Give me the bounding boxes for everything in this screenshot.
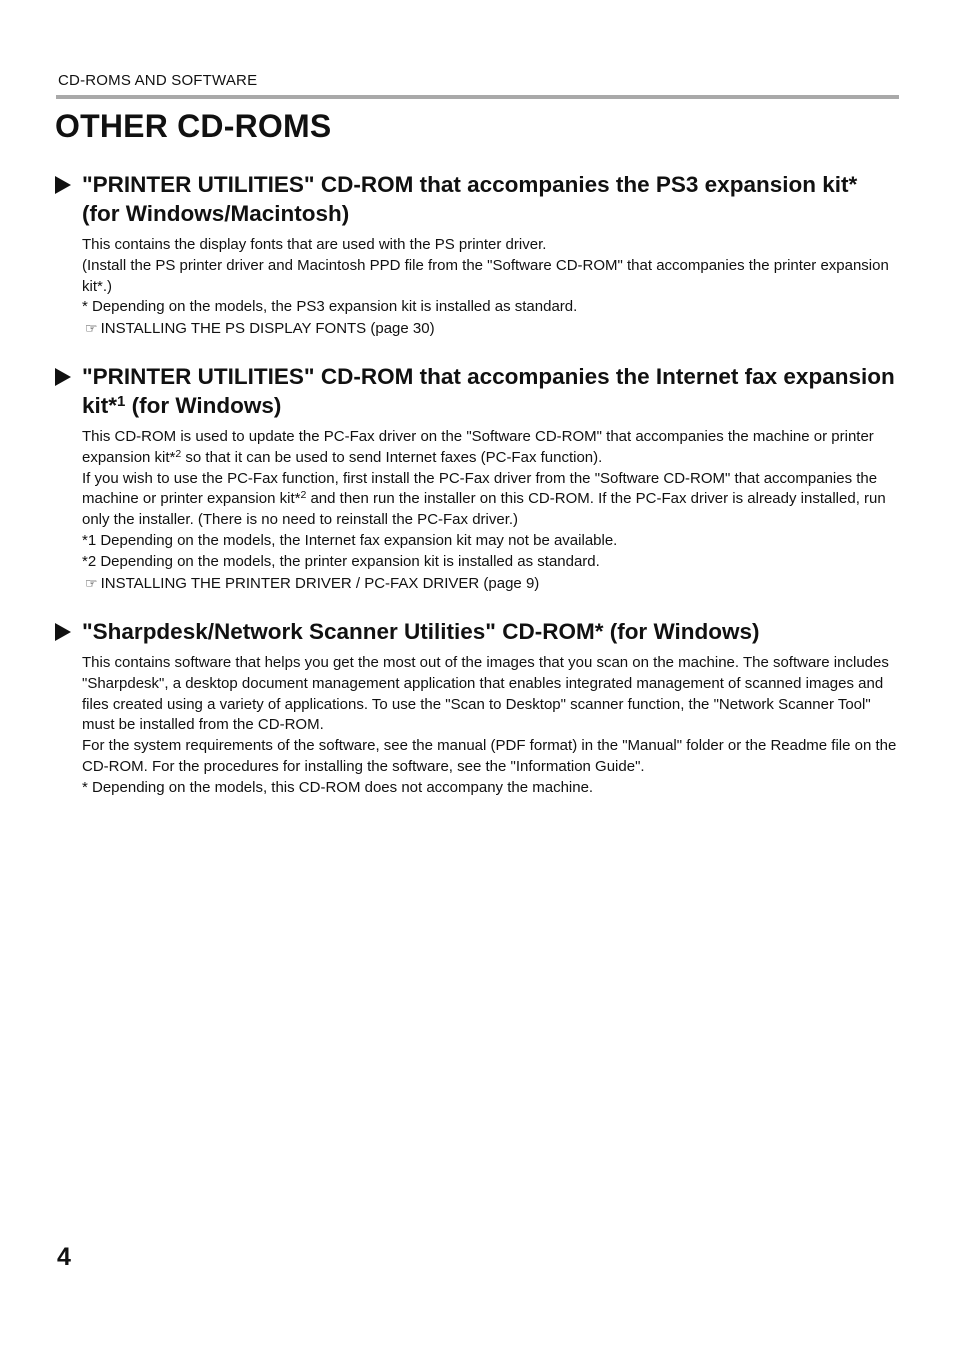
- section-heading: [55, 170, 900, 228]
- section-heading-text: "PRINTER UTILITIES" CD-ROM that accompanies the PS3 expansion kit* (for Windows/Macintosh): [82, 172, 858, 226]
- section-ps3-printer-utilities: [55, 170, 900, 340]
- paragraph: (Install the PS printer driver and Macintosh PPD file from the "Software CD-ROM" that accompanies the printer expansion kit*.): [82, 256, 889, 295]
- footnote: *2 Depending on the models, the printer expansion kit is installed as standard.: [82, 552, 600, 570]
- paragraph: [82, 469, 900, 531]
- paragraph: For the system requirements of the software, see the manual (PDF format) in the "Manual" folder or the Readme file on the CD-ROM. For the procedures for installing the software, see the "Information Guide".: [82, 737, 897, 775]
- pointing-hand-icon: ☞: [85, 574, 98, 591]
- section-body: [82, 235, 900, 340]
- cross-reference[interactable]: [82, 318, 900, 340]
- paragraph-text: If you wish to use the PC-Fax function, first install the PC-Fax driver from the "Software CD-ROM" that accompanies the machine or printer expansion kit*: [82, 469, 878, 508]
- footnote: * Depending on the models, the PS3 expansion kit is installed as standard.: [82, 298, 578, 316]
- paragraph-text: so that it can be used to send Internet faxes (PC-Fax function).: [181, 448, 603, 466]
- cross-reference-text: INSTALLING THE PRINTER DRIVER / PC-FAX DRIVER (page 9): [100, 574, 540, 592]
- footnote: * Depending on the models, this CD-ROM does not accompany the machine.: [82, 778, 594, 796]
- section-heading-text: "Sharpdesk/Network Scanner Utilities" CD-ROM* (for Windows): [82, 619, 760, 644]
- paragraph: This contains the display fonts that are used with the PS printer driver.: [82, 236, 547, 253]
- pointing-hand-icon: ☞: [85, 320, 98, 337]
- running-header: CD-ROMS AND SOFTWARE: [58, 72, 258, 89]
- triangle-right-icon: [55, 368, 71, 386]
- section-body: [82, 653, 900, 799]
- paragraph: This contains software that helps you get the most out of the images that you scan on the machine. The software includes "Sharpdesk", a desktop document management application that enables integrated management of scanned images and files created using a variety of applications. To use the "Scan to Desktop" scanner function, the "Network Scanner Tool" must be installed from the CD-ROM.: [82, 654, 889, 734]
- footnote-marker: 2: [175, 447, 182, 460]
- page-title: OTHER CD-ROMS: [55, 108, 332, 144]
- page-number: 4: [57, 1243, 71, 1271]
- section-heading-text-end: (for Windows): [125, 393, 282, 418]
- cross-reference[interactable]: [82, 573, 900, 595]
- triangle-right-icon: [55, 623, 71, 641]
- section-body: [82, 427, 900, 594]
- footnote: *1 Depending on the models, the Internet fax expansion kit may not be available.: [82, 531, 618, 549]
- section-heading: [55, 617, 900, 646]
- cross-reference-text: INSTALLING THE PS DISPLAY FONTS (page 30): [100, 320, 435, 338]
- footnote-marker: 2: [300, 489, 307, 502]
- section-heading: [55, 362, 900, 420]
- paragraph: [82, 427, 900, 469]
- section-internet-fax-printer-utilities: [55, 362, 900, 594]
- header-rule: [56, 95, 899, 99]
- footnote-marker: 1: [117, 393, 126, 410]
- paragraph-text: This CD-ROM is used to update the PC-Fax driver on the "Software CD-ROM" that accompanies the machine or printer expansion kit*: [82, 428, 874, 466]
- paragraph-text: and then run the installer on this CD-ROM. If the PC-Fax driver is already installed, run only the installer. (There is no need to reinstall the PC-Fax driver.): [82, 490, 886, 529]
- section-sharpdesk-utilities: [55, 617, 900, 799]
- triangle-right-icon: [55, 176, 71, 194]
- section-heading-text: "PRINTER UTILITIES" CD-ROM that accompanies the Internet fax expansion kit*: [82, 364, 895, 418]
